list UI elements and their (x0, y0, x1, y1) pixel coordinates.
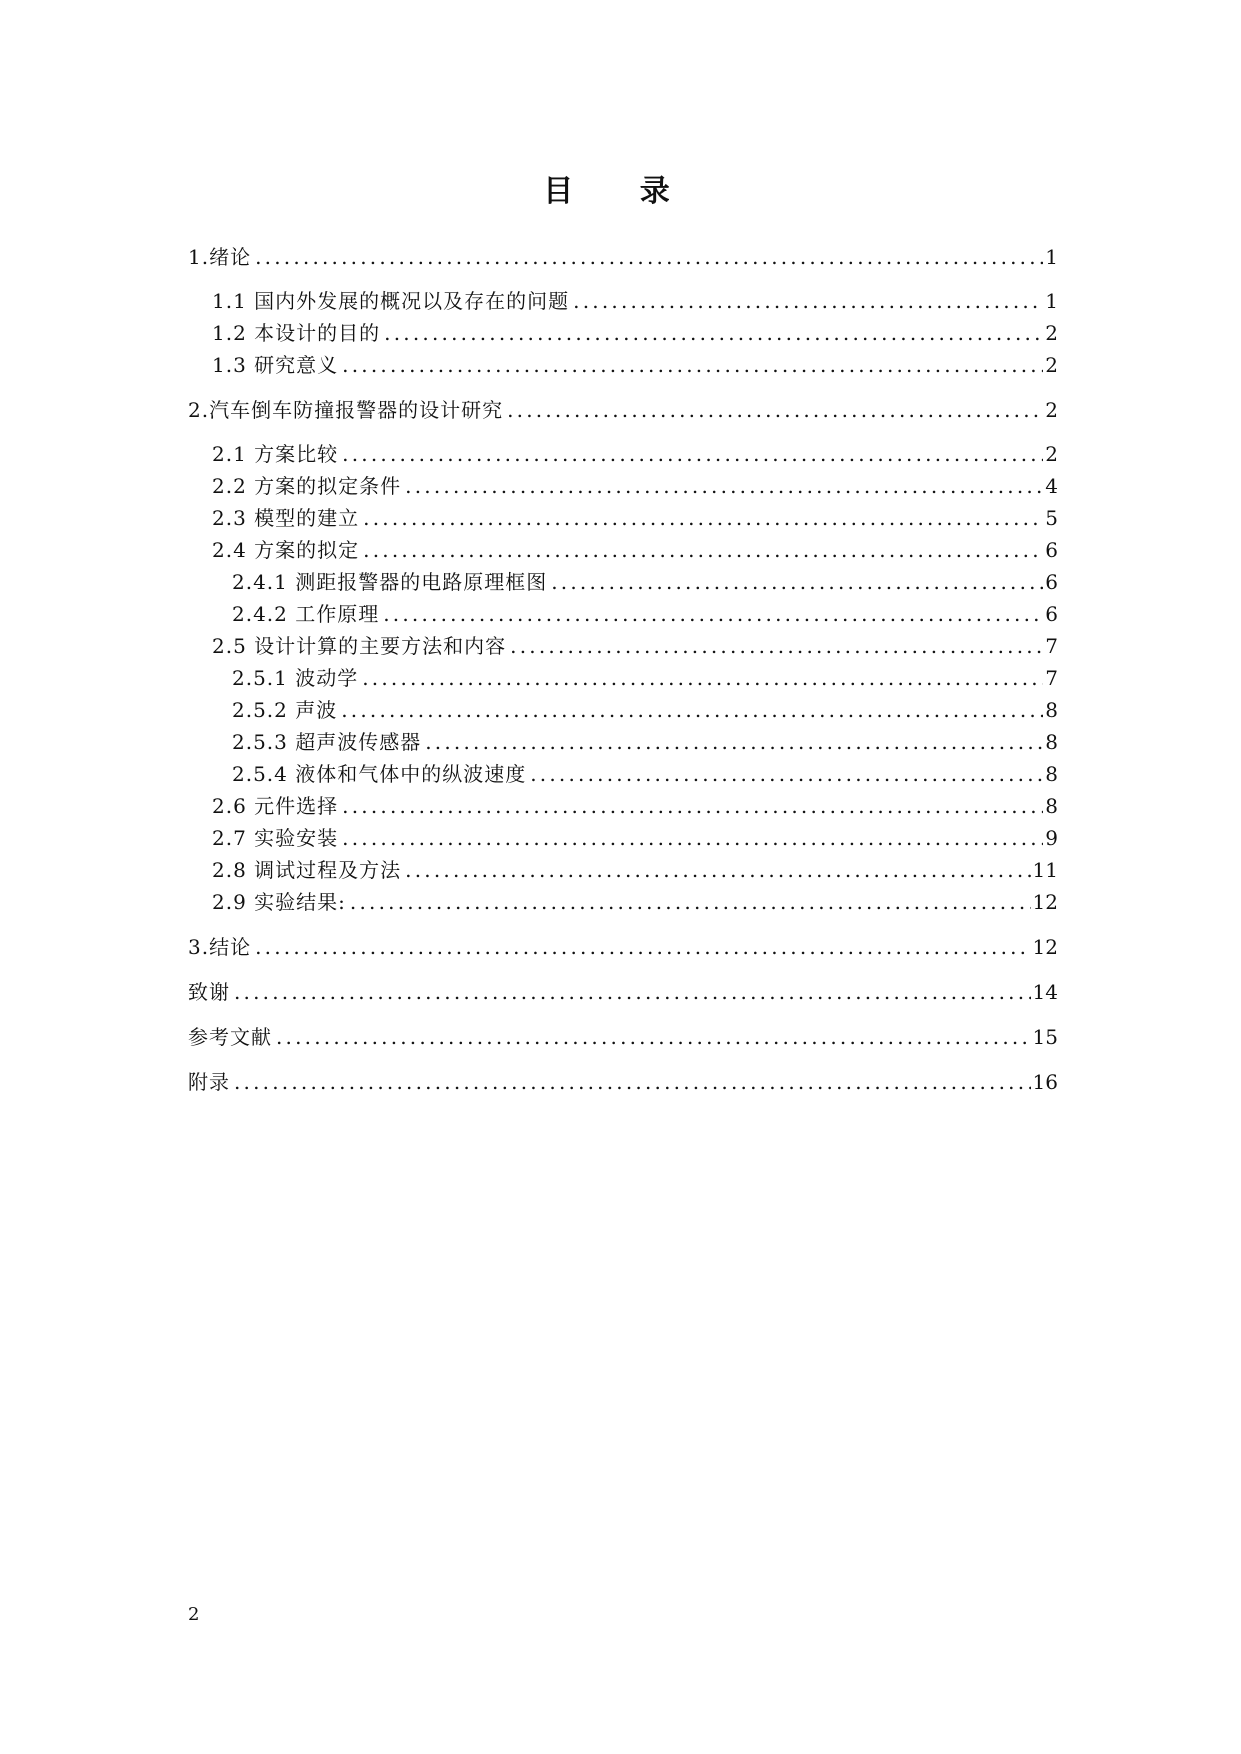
toc-entry-label: 2.6 元件选择 (212, 794, 339, 818)
toc-entry-page: 11 (1032, 858, 1058, 882)
toc-entry[interactable] (212, 791, 1058, 821)
toc-leader-dots (573, 286, 1043, 316)
toc-entry-page: 8 (1045, 762, 1058, 786)
toc-leader-dots (276, 1022, 1031, 1052)
toc-entry-page: 4 (1045, 474, 1058, 498)
toc-entry[interactable] (212, 350, 1058, 380)
toc-entry-label: 附录 (188, 1070, 230, 1094)
toc-entry-page: 5 (1045, 506, 1058, 530)
toc-entry[interactable] (188, 1022, 1058, 1052)
toc-entry[interactable] (232, 759, 1058, 789)
toc-entry-label: 1.1 国内外发展的概况以及存在的问题 (212, 289, 570, 313)
toc-entry[interactable] (212, 631, 1058, 661)
toc-entry[interactable] (212, 503, 1058, 533)
toc-leader-dots (341, 695, 1043, 725)
toc-leader-dots (363, 503, 1043, 533)
toc-entry-label: 1.2 本设计的目的 (212, 321, 381, 345)
toc-entry-label: 2.9 实验结果: (212, 890, 346, 914)
toc-entry-label: 3.结论 (188, 935, 252, 959)
toc-leader-dots (551, 567, 1043, 597)
page-number: 2 (188, 1604, 200, 1625)
toc-entry[interactable] (232, 727, 1058, 757)
toc-entry-label: 2.5.1 波动学 (232, 666, 359, 690)
toc-entry-page: 6 (1045, 538, 1058, 562)
toc-leader-dots (405, 471, 1043, 501)
toc-entry-label: 2.8 调试过程及方法 (212, 858, 402, 882)
toc-entry[interactable] (232, 567, 1058, 597)
toc-entry-label: 2.1 方案比较 (212, 442, 339, 466)
toc-entry[interactable] (232, 695, 1058, 725)
toc-entry-page: 6 (1045, 602, 1058, 626)
toc-entry[interactable] (212, 535, 1058, 565)
toc-entry[interactable] (188, 977, 1058, 1007)
toc-entry-label: 2.4 方案的拟定 (212, 538, 360, 562)
toc-leader-dots (342, 350, 1043, 380)
toc-entry[interactable] (212, 471, 1058, 501)
toc-entry-label: 1.绪论 (188, 245, 252, 269)
toc-leader-dots (255, 242, 1043, 272)
toc-leader-dots (342, 791, 1043, 821)
toc-entry[interactable] (212, 318, 1058, 348)
toc-entry-page: 1 (1045, 289, 1058, 313)
toc-entry-page: 2 (1045, 398, 1058, 422)
toc-leader-dots (530, 759, 1043, 789)
toc-leader-dots (234, 1067, 1031, 1097)
toc-entry[interactable] (188, 1067, 1058, 1097)
toc-leader-dots (507, 395, 1043, 425)
toc-leader-dots (362, 663, 1043, 693)
toc-entry-label: 2.5 设计计算的主要方法和内容 (212, 634, 507, 658)
page-title: 目 录 (543, 174, 698, 209)
toc-entry-page: 16 (1032, 1070, 1058, 1094)
toc-entry-page: 6 (1045, 570, 1058, 594)
toc-entry-label: 致谢 (188, 980, 230, 1004)
toc-entry[interactable] (212, 823, 1058, 853)
toc-entry[interactable] (232, 599, 1058, 629)
toc-entry-label: 2.2 方案的拟定条件 (212, 474, 402, 498)
toc-entry-label: 2.7 实验安装 (212, 826, 339, 850)
toc-leader-dots (363, 535, 1043, 565)
toc-entry-label: 2.5.3 超声波传感器 (232, 730, 422, 754)
toc-entry-page: 2 (1045, 442, 1058, 466)
toc-entry-page: 12 (1032, 890, 1058, 914)
toc-entry[interactable] (212, 439, 1058, 469)
toc-leader-dots (384, 318, 1043, 348)
toc-entry-page: 14 (1032, 980, 1058, 1004)
toc-leader-dots (510, 631, 1043, 661)
toc-entry-label: 2.4.2 工作原理 (232, 602, 380, 626)
toc-entry[interactable] (212, 286, 1058, 316)
toc-entry-page: 12 (1032, 935, 1058, 959)
toc-entry-page: 9 (1045, 826, 1058, 850)
toc-leader-dots (342, 439, 1043, 469)
toc-leader-dots (405, 855, 1030, 885)
toc-leader-dots (425, 727, 1043, 757)
toc-entry-page: 8 (1045, 794, 1058, 818)
toc-leader-dots (255, 932, 1030, 962)
toc-entry[interactable] (212, 887, 1058, 917)
toc-leader-dots (342, 823, 1043, 853)
toc-leader-dots (234, 977, 1031, 1007)
toc-entry[interactable] (212, 855, 1058, 885)
toc-entry-page: 1 (1045, 245, 1058, 269)
toc-entry-page: 8 (1045, 730, 1058, 754)
toc-entry-page: 2 (1045, 321, 1058, 345)
toc-entry-page: 2 (1045, 353, 1058, 377)
toc-entry-page: 15 (1032, 1025, 1058, 1049)
toc-entry-label: 2.5.4 液体和气体中的纵波速度 (232, 762, 527, 786)
toc-entry[interactable] (188, 395, 1058, 425)
toc-entry[interactable] (188, 932, 1058, 962)
toc-entry[interactable] (188, 242, 1058, 272)
toc-entry-label: 2.4.1 测距报警器的电路原理框图 (232, 570, 548, 594)
toc-entry-page: 7 (1045, 666, 1058, 690)
toc-entry-label: 1.3 研究意义 (212, 353, 339, 377)
toc-entry-label: 参考文献 (188, 1025, 272, 1049)
toc-entry[interactable] (232, 663, 1058, 693)
toc-leader-dots (350, 887, 1031, 917)
toc-entry-label: 2.3 模型的建立 (212, 506, 360, 530)
toc-entry-label: 2.汽车倒车防撞报警器的设计研究 (188, 398, 504, 422)
toc-entry-label: 2.5.2 声波 (232, 698, 338, 722)
toc-entry-page: 7 (1045, 634, 1058, 658)
toc-entry-page: 8 (1045, 698, 1058, 722)
toc-leader-dots (383, 599, 1043, 629)
